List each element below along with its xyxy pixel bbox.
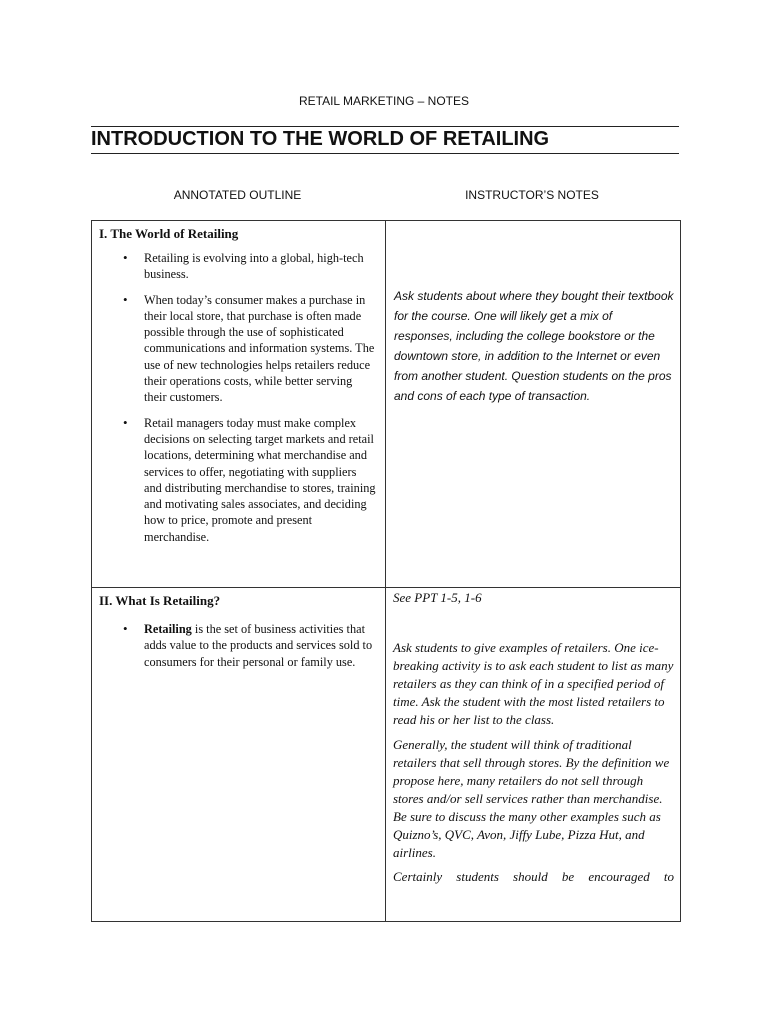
bullet-list [92,250,385,545]
bullet-icon: • [123,414,128,430]
instructor-note: Ask students to give examples of retailers. One ice-breaking activity is to ask each student to list as many retailers as they can think of in a specified period of time. Ask the student with the most listed retailers to read his or her list to the class. [393,640,674,727]
bullet-list [92,621,385,670]
outline-table [91,220,681,922]
bullet-text: is the set of business activities that adds value to the products and services sold to consumers for their personal or family use. [144,622,373,669]
instructor-note: Certainly students should be encouraged to [393,869,674,884]
bullet-term: Retailing [144,622,192,636]
section-heading: I. The World of Retailing [99,226,239,241]
column-heading-instructors-notes: INSTRUCTOR’S NOTES [465,188,599,202]
column-heading-annotated-outline: ANNOTATED OUTLINE [173,188,302,202]
document-title: INTRODUCTION TO THE WORLD OF RETAILING [91,128,550,150]
table-row [92,221,681,588]
section-heading: II. What Is Retailing? [99,593,221,608]
table-row [92,588,681,922]
list-item [92,250,385,283]
outline-cell [92,588,386,922]
bullet-text: Retail managers today must make complex decisions on selecting target markets and retail locations, determining what merchandise and services to offer, negotiating with suppliers and distributing merchandise to stores, training and motivating sales associates, and deciding how to price, promote and present merchandise. [144,415,376,544]
title-rule-top [91,126,679,127]
instructor-note: Ask students about where they bought their textbook for the course. One will likely get a mix of responses, including the college bookstore or the downtown store, in addition to the Internet or even from another student. Question students on the pros and cons of each type of transaction. [394,289,674,403]
bullet-icon: • [123,250,128,265]
notes-cell [386,221,681,588]
outline-cell [92,221,386,588]
bullet-icon: • [123,621,128,636]
title-rule-bottom [91,153,679,154]
notes-cell [386,588,681,922]
running-header: RETAIL MARKETING – NOTES [298,94,470,108]
list-item [92,415,385,545]
ppt-reference: See PPT 1-5, 1-6 [393,590,482,605]
bullet-text: Retailing is evolving into a global, high-tech business. [144,251,364,282]
bullet-text: When today’s consumer makes a purchase in their local store, that purchase is often made possible through the use of sophisticated communications and information systems. The use of new technologies helps retailers reduce their operations costs, while better serving their customers. [144,292,375,405]
list-item [92,621,385,670]
instructor-note: Generally, the student will think of traditional retailers that sell through stores. By the definition we propose here, many retailers do not sell through stores and/or sell services rather than merchandise. Be sure to discuss the many other examples such as Quizno’s, QVC, Avon, Jiffy Lube, Pizza Hut, and airlines. [393,737,670,860]
bullet-icon: • [123,291,128,307]
list-item [92,292,385,406]
